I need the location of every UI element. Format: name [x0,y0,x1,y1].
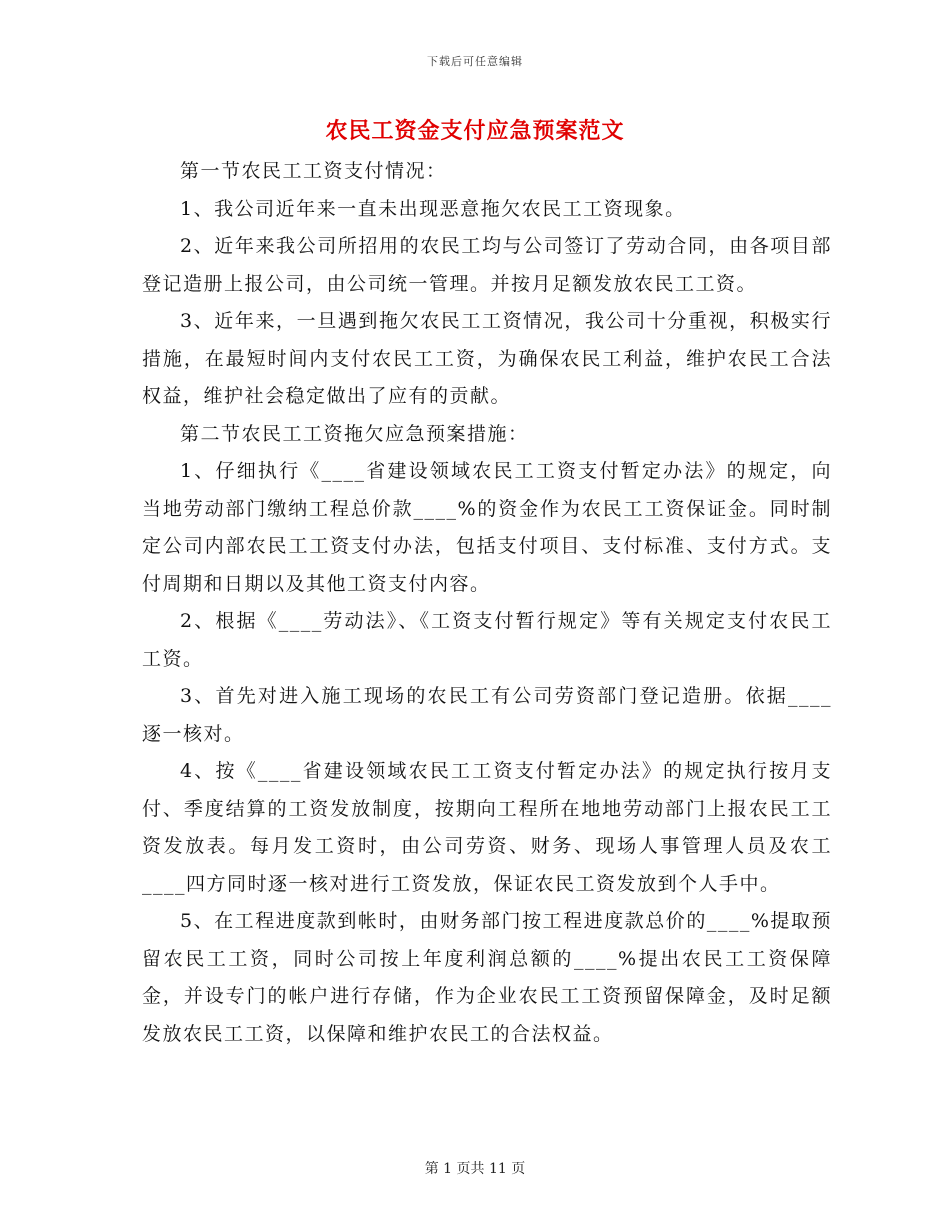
section-1-item-3: 3、近年来，一旦遇到拖欠农民工工资情况，我公司十分重视，积极实行措施，在最短时间内支付农民工工资，为确保农民工利益，维护农民工合法权益，维护社会稳定做出了应有的贡献。 [142,310,832,407]
section-2-item-4: 4、按《____省建设领域农民工工资支付暂定办法》的规定执行按月支付、季度结算的工资发放制度，按期向工程所在地地劳动部门上报农民工工资发放表。每月发工资时，由公司劳资、财务、现场人事管理人员及农工____四方同时逐一核对进行工资发放，保证农民工资发放到个人手中。 [142,760,832,895]
document-body [142,153,832,1053]
document-title: 农民工资金支付应急预案范文 [325,118,625,144]
section-2-item-1: 1、仔细执行《____省建设领域农民工工资支付暂定办法》的规定，向当地劳动部门缴纳工程总价款____%的资金作为农民工工资保证金。同时制定公司内部农民工工资支付办法，包括支付项目、支付标准、支付方式。支付周期和日期以及其他工资支付内容。 [142,460,832,595]
page-header-note: 下载后可任意编辑 [427,55,523,68]
section-2-heading: 第二节农民工工资拖欠应急预案措施： [180,422,529,445]
section-2-item-5: 5、在工程进度款到帐时，由财务部门按工程进度款总价的____%提取预留农民工工资，同时公司按上年度利润总额的____%提出农民工工资保障金，并设专门的帐户进行存储，作为企业农民工工资预留保障金，及时足额发放农民工工资，以保障和维护农民工的合法权益。 [142,910,832,1045]
section-2-item-3: 3、首先对进入施工现场的农民工有公司劳资部门登记造册。依据____逐一核对。 [142,685,832,745]
section-1-item-2: 2、近年来我公司所招用的农民工均与公司签订了劳动合同，由各项目部登记造册上报公司，由公司统一管理。并按月足额发放农民工工资。 [142,235,832,295]
page-number-indicator: 第 1 页共 11 页 [424,1161,526,1177]
section-1-item-1: 1、我公司近年来一直未出现恶意拖欠农民工工资现象。 [180,197,686,220]
section-1-heading: 第一节农民工工资支付情况： [180,160,447,182]
section-2-item-2: 2、根据《____劳动法》、《工资支付暂行规定》等有关规定支付农民工工资。 [142,610,832,670]
